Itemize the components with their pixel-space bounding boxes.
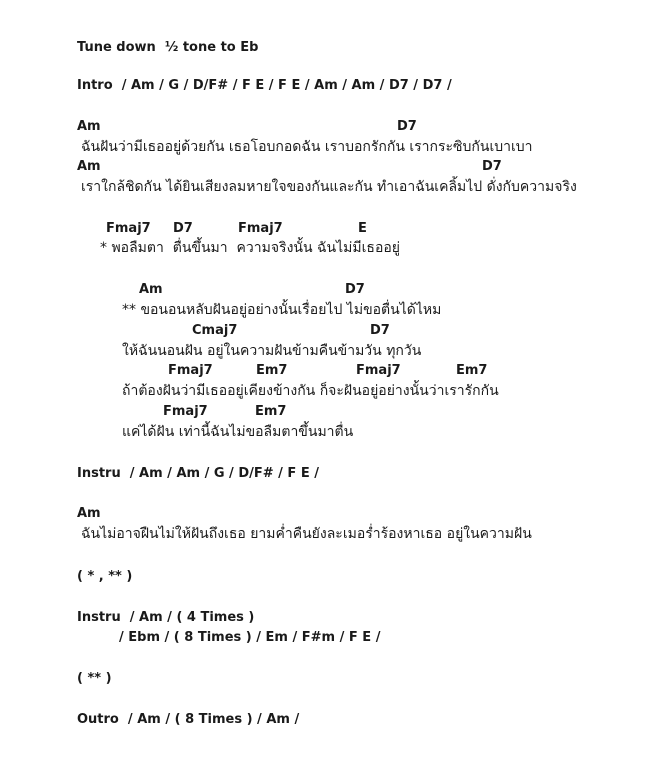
chord: E bbox=[358, 221, 367, 236]
intro-line: Intro / Am / G / D/F# / F E / F E / Am / Am / D7 / D7 / bbox=[77, 78, 452, 93]
tuning-note: Tune down ½ tone to Eb bbox=[77, 40, 259, 55]
chord: Fmaj7 bbox=[238, 221, 283, 236]
chord: D7 bbox=[370, 323, 390, 338]
outro-line: Outro / Am / ( 8 Times ) / Am / bbox=[77, 712, 300, 727]
chord: Em7 bbox=[256, 363, 288, 378]
instru-line: / Ebm / ( 8 Times ) / Em / F#m / F E / bbox=[119, 630, 381, 645]
chord: Fmaj7 bbox=[168, 363, 213, 378]
chord: D7 bbox=[173, 221, 193, 236]
repeat-marker: ( ** ) bbox=[77, 671, 112, 686]
lyric-line: ถ้าต้องฝันว่ามีเธออยู่เคียงข้างกัน ก็จะฝันอยู่อย่างนั้นว่าเรารักกัน bbox=[122, 383, 499, 399]
lyric-line: ** ขอนอนหลับฝันอยู่อย่างนั้นเรื่อยไป ไม่ขอตื่นได้ไหม bbox=[122, 302, 442, 318]
chord: D7 bbox=[397, 119, 417, 134]
chord: D7 bbox=[482, 159, 502, 174]
chord: Em7 bbox=[456, 363, 488, 378]
lyric-line: * พอลืมตา ตื่นขึ้นมา ความจริงนั้น ฉันไม่มีเธออยู่ bbox=[100, 240, 400, 256]
lyric-line: แค่ได้ฝัน เท่านี้ฉันไม่ขอลืมตาขึ้นมาตื่น bbox=[122, 424, 354, 440]
chord: Fmaj7 bbox=[163, 404, 208, 419]
chord: D7 bbox=[345, 282, 365, 297]
lyric-line: ให้ฉันนอนฝัน อยู่ในความฝันข้ามคืนข้ามวัน ทุกวัน bbox=[122, 343, 422, 359]
instru-line: Instru / Am / Am / G / D/F# / F E / bbox=[77, 466, 319, 481]
chord: Fmaj7 bbox=[356, 363, 401, 378]
lyric-line: เราใกล้ชิดกัน ได้ยินเสียงลมหายใจของกันและกัน ทำเอาฉันเคลิ้มไป ดั่งกับความจริง bbox=[81, 179, 577, 195]
repeat-marker: ( * , ** ) bbox=[77, 569, 133, 584]
chord: Fmaj7 bbox=[106, 221, 151, 236]
chord: Am bbox=[77, 119, 101, 134]
lyric-line: ฉันฝันว่ามีเธออยู่ด้วยกัน เธอโอบกอดฉัน เราบอกรักกัน เรากระซิบกันเบาเบา bbox=[81, 139, 533, 155]
chord: Cmaj7 bbox=[192, 323, 238, 338]
chord: Am bbox=[77, 506, 101, 521]
instru-line: Instru / Am / ( 4 Times ) bbox=[77, 610, 255, 625]
chord: Am bbox=[77, 159, 101, 174]
chord: Am bbox=[139, 282, 163, 297]
chord: Em7 bbox=[255, 404, 287, 419]
lyric-line: ฉันไม่อาจฝืนไม่ให้ฝันถึงเธอ ยามค่ำคืนยังละเมอร่ำร้องหาเธอ อยู่ในความฝัน bbox=[81, 526, 532, 542]
